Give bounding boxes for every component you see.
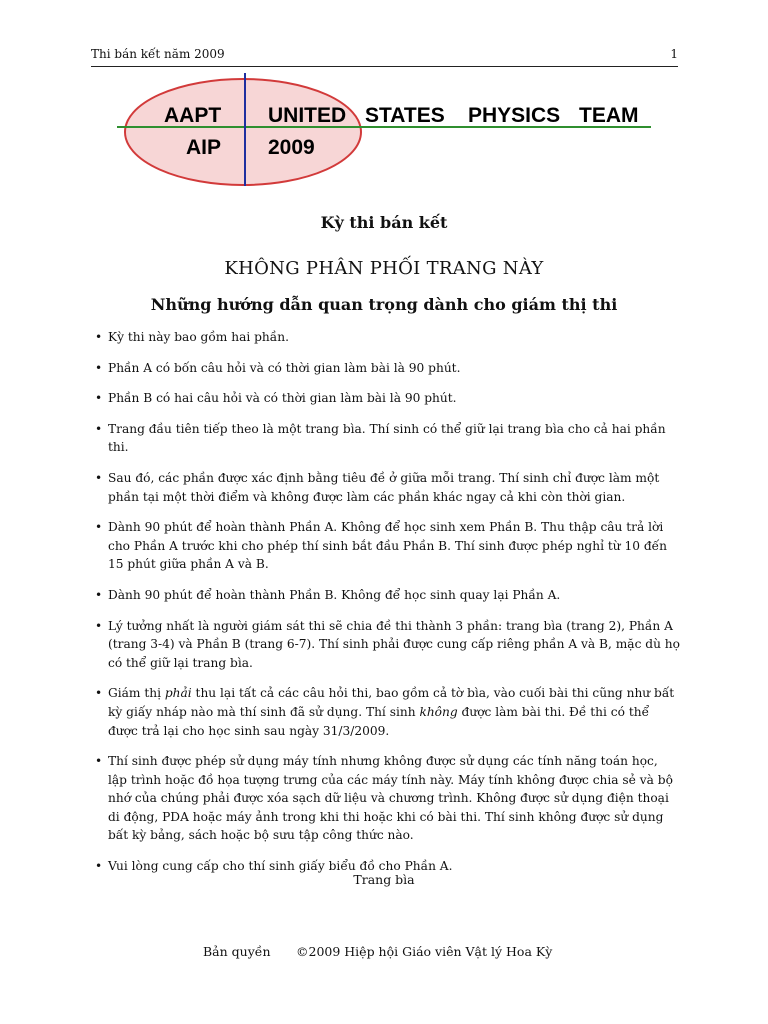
instructions-list [108, 328, 680, 888]
notice-title: KHÔNG PHÂN PHỐI TRANG NÀY [224, 258, 544, 279]
logo-aapt: AAPT [164, 104, 222, 127]
list-item: • Phần A có bốn câu hỏi và có thời gian làm bài là 90 phút. [108, 359, 680, 378]
exam-title: Kỳ thi bán kết [320, 213, 448, 232]
logo-aip: AIP [186, 136, 222, 159]
logo-year: 2009 [268, 136, 315, 159]
copyright-text: ©2009 Hiệp hội Giáo viên Vật lý Hoa Kỳ [296, 944, 553, 959]
logo-united: UNITED [268, 104, 347, 127]
list-item: • Lý tưởng nhất là người giám sát thi sẽ chia đề thi thành 3 phần: trang bìa (trang 2), Phần A (trang 3-4) và Phần B (trang 6-7). Thí sinh phải được cung cấp riêng phần A và B, mặc dù họ có thể giữ lại trang bìa. [108, 617, 680, 673]
logo-states: STATES [365, 104, 445, 127]
list-item: • Dành 90 phút để hoàn thành Phần A. Không để học sinh xem Phần B. Thu thập câu trả lời cho Phần A trước khi cho phép thí sinh bắt đầu Phần B. Thí sinh được phép nghỉ từ 10 đến 15 phút giữa phần A và B. [108, 518, 680, 574]
list-item: • Phần B có hai câu hỏi và có thời gian làm bài là 90 phút. [108, 389, 680, 408]
list-item-text: thu lại tất cả các câu hỏi thi, bao gồm cả tờ bìa, vào cuối bài thi cũng như bất kỳ giấy nháp nào mà thí sinh đã sử dụng. Thí sinh [108, 686, 675, 719]
list-item: • Kỳ thi này bao gồm hai phần. [108, 328, 680, 347]
list-item [108, 684, 680, 740]
page-number: 1 [670, 47, 678, 61]
logo-ellipse [125, 79, 361, 185]
page-header-left: Thi bán kết năm 2009 [91, 47, 225, 61]
list-item: • Trang đầu tiên tiếp theo là một trang bìa. Thí sinh có thể giữ lại trang bìa cho cả hai phần thi. [108, 420, 680, 457]
instructions-heading: Những hướng dẫn quan trọng dành cho giám thị thi [150, 295, 618, 314]
cover-page-label: Trang bìa [353, 872, 415, 887]
aapt-aip-logo [0, 0, 768, 200]
logo-graphic [0, 0, 768, 200]
list-item-text: Giám thị [108, 686, 165, 701]
list-item: • Dành 90 phút để hoàn thành Phần B. Không để học sinh quay lại Phần A. [108, 586, 680, 605]
list-item: • Thí sinh được phép sử dụng máy tính nhưng không được sử dụng các tính năng toán học, lập trình hoặc đồ họa tượng trưng của các máy tính này. Máy tính không được chia sẻ và bộ nhớ của chúng phải được xóa sạch dữ liệu và chương trình. Không được sử dụng điện thoại di động, PDA hoặc máy ảnh trong khi thi hoặc khi có bài thi. Thí sinh không được sử dụng bất kỳ bảng, sách hoặc bộ sưu tập công thức nào. [108, 752, 680, 845]
list-item: • Vui lòng cung cấp cho thí sinh giấy biểu đồ cho Phần A. [108, 857, 680, 876]
logo-physics: PHYSICS [468, 104, 561, 127]
copyright-label: Bản quyền [203, 944, 271, 959]
list-item-text: được làm bài thi. Đề thi có thể được trả lại cho học sinh sau ngày 31/3/2009. [108, 704, 650, 738]
emphasis-text: phải [164, 686, 192, 701]
logo-team: TEAM [579, 104, 639, 127]
emphasis-text: không [419, 704, 458, 719]
list-item: • Sau đó, các phần được xác định bằng tiêu đề ở giữa mỗi trang. Thí sinh chỉ được làm một phần tại một thời điểm và không được làm các phần khác ngay cả khi còn thời gian. [108, 469, 680, 506]
